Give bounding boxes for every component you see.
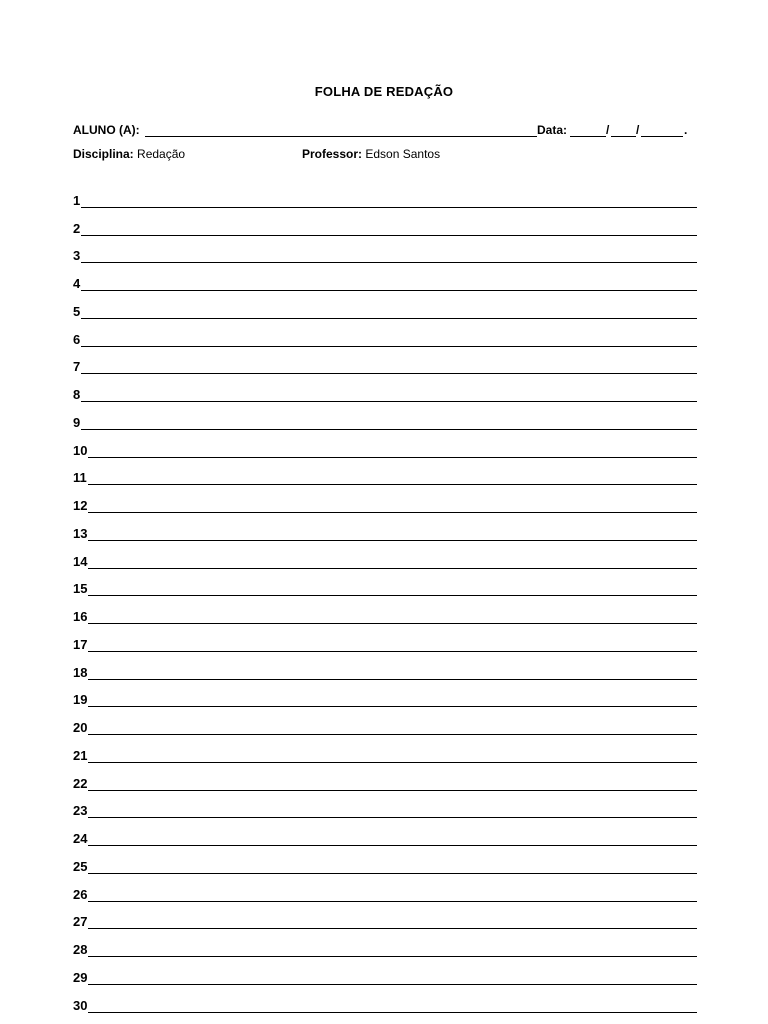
line-number: 4 xyxy=(73,276,81,291)
date-end-mark: . xyxy=(684,123,688,137)
line-rule[interactable] xyxy=(81,401,697,402)
date-day-field[interactable] xyxy=(570,136,606,137)
student-name-field[interactable] xyxy=(145,136,537,137)
subject-info xyxy=(73,147,185,161)
teacher-value: Edson Santos xyxy=(365,147,441,161)
line-rule[interactable] xyxy=(88,651,697,652)
line-rule[interactable] xyxy=(88,873,697,874)
date-year-field[interactable] xyxy=(641,136,683,137)
writing-line[interactable] xyxy=(73,292,697,320)
writing-line[interactable] xyxy=(73,570,697,598)
writing-line[interactable] xyxy=(73,736,697,764)
writing-line[interactable] xyxy=(73,708,697,736)
line-rule[interactable] xyxy=(81,373,697,374)
writing-line[interactable] xyxy=(73,653,697,681)
writing-line[interactable] xyxy=(73,903,697,931)
line-rule[interactable] xyxy=(88,457,697,458)
line-number: 1 xyxy=(73,192,81,208)
writing-line[interactable] xyxy=(73,431,697,459)
date-separator: / xyxy=(636,123,640,137)
line-number: 2 xyxy=(73,220,81,236)
line-rule[interactable] xyxy=(88,762,697,763)
line-rule[interactable] xyxy=(88,790,697,791)
line-number: 8 xyxy=(73,387,81,402)
writing-line[interactable] xyxy=(73,348,697,376)
line-rule[interactable] xyxy=(88,1012,697,1013)
line-rule[interactable] xyxy=(88,623,697,624)
line-number: 10 xyxy=(73,442,88,458)
line-number: 13 xyxy=(73,525,88,541)
line-rule[interactable] xyxy=(81,235,697,236)
line-rule[interactable] xyxy=(81,290,697,291)
date-label: Data: xyxy=(537,123,568,137)
writing-line[interactable] xyxy=(73,264,697,292)
line-number: 21 xyxy=(73,747,88,763)
line-number: 23 xyxy=(73,803,88,819)
writing-line[interactable] xyxy=(73,625,697,653)
line-rule[interactable] xyxy=(88,540,697,541)
student-label: ALUNO (A): xyxy=(73,123,140,137)
subject-label: Disciplina: xyxy=(73,147,134,161)
writing-line[interactable] xyxy=(73,958,697,986)
line-rule[interactable] xyxy=(81,207,697,208)
line-rule[interactable] xyxy=(88,734,697,735)
writing-line[interactable] xyxy=(73,403,697,431)
line-number: 18 xyxy=(73,664,88,680)
line-number: 20 xyxy=(73,720,88,735)
writing-line[interactable] xyxy=(73,320,697,348)
writing-line[interactable] xyxy=(73,597,697,625)
writing-line[interactable] xyxy=(73,986,697,1014)
line-rule[interactable] xyxy=(88,706,697,707)
writing-line[interactable] xyxy=(73,514,697,542)
line-number: 16 xyxy=(73,609,88,624)
student-date-row xyxy=(73,123,693,139)
date-month-field[interactable] xyxy=(611,136,636,137)
line-number: 28 xyxy=(73,942,88,957)
line-rule[interactable] xyxy=(88,679,697,680)
writing-line[interactable] xyxy=(73,486,697,514)
line-number: 7 xyxy=(73,359,81,375)
line-number: 25 xyxy=(73,858,88,874)
line-rule[interactable] xyxy=(88,595,697,596)
writing-line[interactable] xyxy=(73,542,697,570)
line-rule[interactable] xyxy=(88,845,697,846)
line-number: 17 xyxy=(73,636,88,652)
line-number: 29 xyxy=(73,969,88,985)
writing-line[interactable] xyxy=(73,681,697,709)
line-rule[interactable] xyxy=(88,484,697,485)
subject-value: Redação xyxy=(137,147,186,161)
teacher-label: Professor: xyxy=(302,147,363,161)
date-separator: / xyxy=(606,123,610,137)
teacher-info xyxy=(302,147,440,161)
writing-line[interactable] xyxy=(73,875,697,903)
line-rule[interactable] xyxy=(88,512,697,513)
line-rule[interactable] xyxy=(81,346,697,347)
writing-line[interactable] xyxy=(73,237,697,265)
line-number: 24 xyxy=(73,831,88,846)
line-rule[interactable] xyxy=(88,901,697,902)
line-number: 15 xyxy=(73,581,88,597)
line-number: 22 xyxy=(73,775,88,791)
page-title: FOLHA DE REDAÇÃO xyxy=(314,84,454,99)
line-rule[interactable] xyxy=(81,262,697,263)
writing-line[interactable] xyxy=(73,181,697,209)
line-number: 6 xyxy=(73,331,81,347)
writing-line[interactable] xyxy=(73,459,697,487)
line-number: 5 xyxy=(73,303,81,319)
writing-line[interactable] xyxy=(73,209,697,237)
line-number: 27 xyxy=(73,914,88,930)
line-number: 14 xyxy=(73,553,88,569)
line-number: 26 xyxy=(73,886,88,902)
writing-lines xyxy=(73,181,697,1014)
writing-line[interactable] xyxy=(73,792,697,820)
writing-line[interactable] xyxy=(73,847,697,875)
line-rule[interactable] xyxy=(88,928,697,929)
line-number: 3 xyxy=(73,248,81,264)
line-number: 12 xyxy=(73,498,88,513)
line-rule[interactable] xyxy=(88,568,697,569)
writing-line[interactable] xyxy=(73,375,697,403)
line-number: 9 xyxy=(73,414,81,430)
writing-line[interactable] xyxy=(73,930,697,958)
line-rule[interactable] xyxy=(81,429,697,430)
line-rule[interactable] xyxy=(88,817,697,818)
writing-line[interactable] xyxy=(73,764,697,792)
line-rule[interactable] xyxy=(88,984,697,985)
line-number: 30 xyxy=(73,997,88,1013)
line-number: 19 xyxy=(73,692,88,708)
line-number: 11 xyxy=(73,470,87,486)
line-rule[interactable] xyxy=(88,956,697,957)
line-rule[interactable] xyxy=(81,318,697,319)
writing-line[interactable] xyxy=(73,819,697,847)
